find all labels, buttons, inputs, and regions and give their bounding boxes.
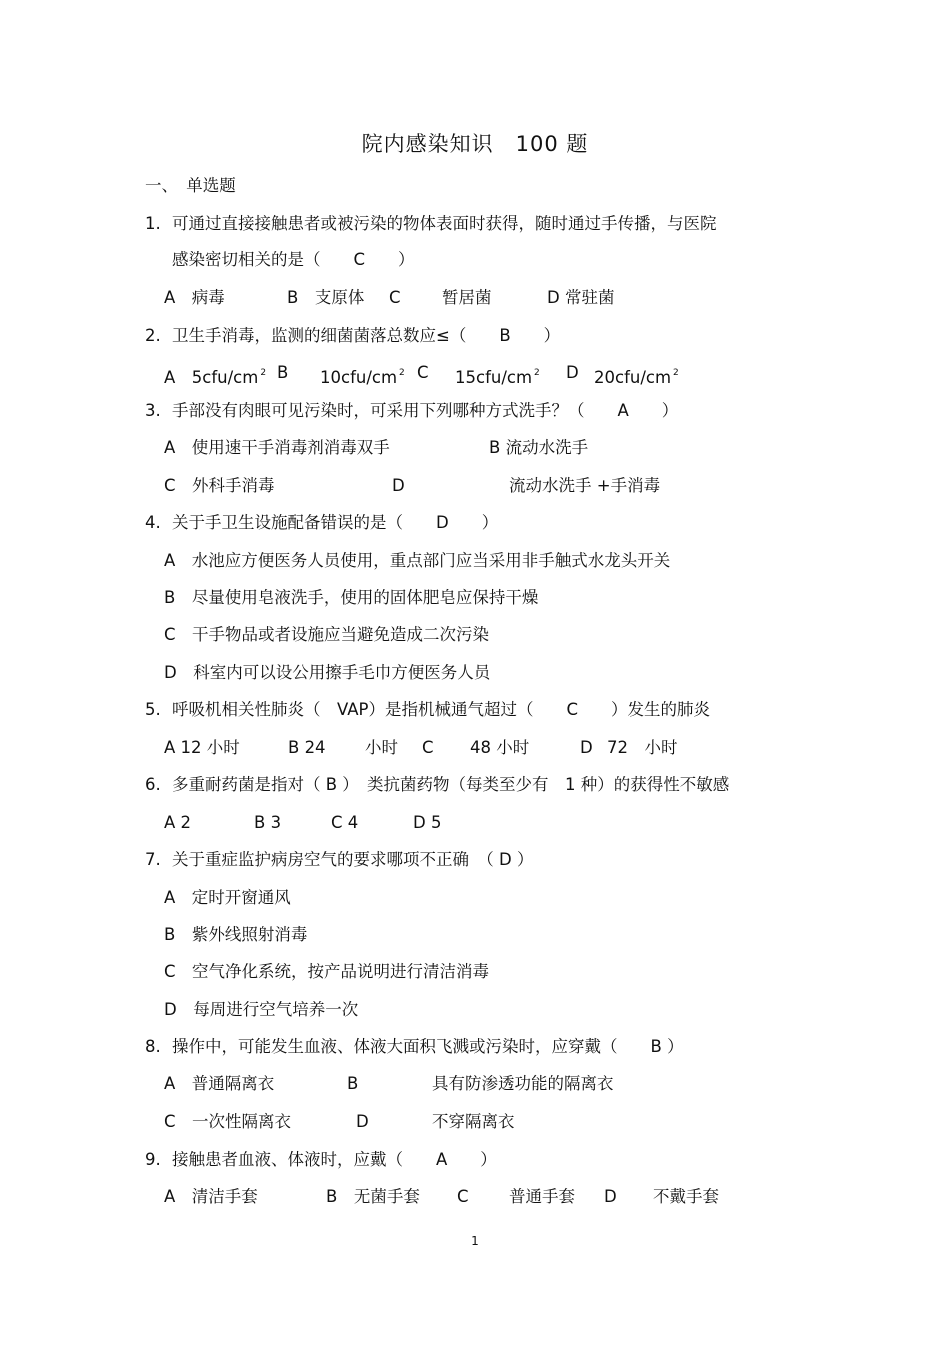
superscript: 2 [260, 368, 267, 378]
section-heading: 一、 单选题 [145, 176, 236, 195]
option: 10cfu/cm $^2$ [320, 368, 405, 387]
option: 流动水洗手 +手消毒 [509, 476, 661, 495]
option: B 支原体 [287, 288, 365, 307]
superscript: 2 [399, 368, 405, 378]
option: C 空气净化系统，按产品说明进行清洁消毒 [164, 962, 490, 981]
option: C [422, 738, 434, 757]
question-text: 感染密切相关的是（ C ） [172, 250, 415, 269]
option: A 2 [164, 813, 192, 832]
option: B 尽量使用皂液洗手，使用的固体肥皂应保持干燥 [164, 588, 539, 607]
superscript: 2 [673, 368, 679, 378]
option: C [417, 363, 429, 382]
option: D [392, 476, 405, 495]
option: D [356, 1112, 369, 1131]
question-text: 关于重症监护病房空气的要求哪项不正确 （ D ） [172, 850, 534, 869]
option: C [457, 1187, 469, 1206]
page-number: 1 [471, 1234, 479, 1248]
option: 15cfu/cm $^2$ [455, 368, 540, 387]
question-number: 7. [145, 850, 161, 869]
option: 72 小时 [607, 738, 678, 757]
option: B 3 [254, 813, 282, 832]
option: 普通手套 [509, 1187, 575, 1206]
superscript: 2 [534, 368, 540, 378]
question-number: 2. [145, 326, 161, 345]
question-text: 卫生手消毒，监测的细菌菌落总数应≤（ B ） [172, 326, 561, 345]
option: 不穿隔离衣 [432, 1112, 515, 1131]
option: A 使用速干手消毒剂消毒双手 [164, 438, 390, 457]
page-title: 院内感染知识 100 题 [361, 132, 589, 156]
question-number: 3. [145, 401, 161, 420]
option: A 病毒 [164, 288, 225, 307]
option: B 24 [288, 738, 326, 757]
option: 具有防渗透功能的隔离衣 [432, 1074, 614, 1093]
option: C 一次性隔离衣 [164, 1112, 292, 1131]
option: D [566, 363, 579, 382]
option: D 每周进行空气培养一次 [164, 1000, 359, 1019]
option: A 5cfu/cm $^2$ [164, 368, 267, 387]
option: D [604, 1187, 617, 1206]
option: D 科室内可以设公用擦手毛巾方便医务人员 [164, 663, 491, 682]
question-number: 8. [145, 1037, 161, 1056]
option: B [277, 363, 289, 382]
option: C 外科手消毒 [164, 476, 275, 495]
question-number: 5. [145, 700, 161, 719]
question-text: 多重耐药菌是指对（ B ） 类抗菌药物（每类至少有 1 种）的获得性不敏感 [172, 775, 730, 794]
option: 48 小时 [470, 738, 530, 757]
option: C [389, 288, 401, 307]
question-text: 操作中，可能发生血液、体液大面积飞溅或污染时，应穿戴（ B ） [172, 1037, 684, 1056]
option: 不戴手套 [653, 1187, 719, 1206]
option: C 4 [331, 813, 359, 832]
option: B 紫外线照射消毒 [164, 925, 308, 944]
option: 小时 [365, 738, 398, 757]
option: D 常驻菌 [547, 288, 615, 307]
option: A 水池应方便医务人员使用，重点部门应当采用非手触式水龙头开关 [164, 551, 671, 570]
option: D [580, 738, 593, 757]
option: 20cfu/cm $^2$ [594, 368, 679, 387]
option: 暂居菌 [442, 288, 492, 307]
option: A 定时开窗通风 [164, 888, 291, 907]
option: C 干手物品或者设施应当避免造成二次污染 [164, 625, 490, 644]
question-text: 关于手卫生设施配备错误的是（ D ） [172, 513, 499, 532]
option: B 流动水洗手 [489, 438, 589, 457]
question-text: 可通过直接接触患者或被污染的物体表面时获得，随时通过手传播，与医院 [172, 214, 717, 233]
question-text: 呼吸机相关性肺炎（ VAP）是指机械通气超过（ C ）发生的肺炎 [172, 700, 710, 719]
question-number: 9. [145, 1150, 161, 1169]
option: A 清洁手套 [164, 1187, 258, 1206]
option: B 无菌手套 [326, 1187, 420, 1206]
option: D 5 [413, 813, 442, 832]
option: A 普通隔离衣 [164, 1074, 275, 1093]
question-number: 6. [145, 775, 161, 794]
question-text: 手部没有肉眼可见污染时，可采用下列哪种方式洗手？（ A ） [172, 401, 679, 420]
question-number: 1. [145, 214, 161, 233]
question-number: 4. [145, 513, 161, 532]
option: B [347, 1074, 359, 1093]
question-text: 接触患者血液、体液时，应戴（ A ） [172, 1150, 497, 1169]
option: A 12 小时 [164, 738, 240, 757]
